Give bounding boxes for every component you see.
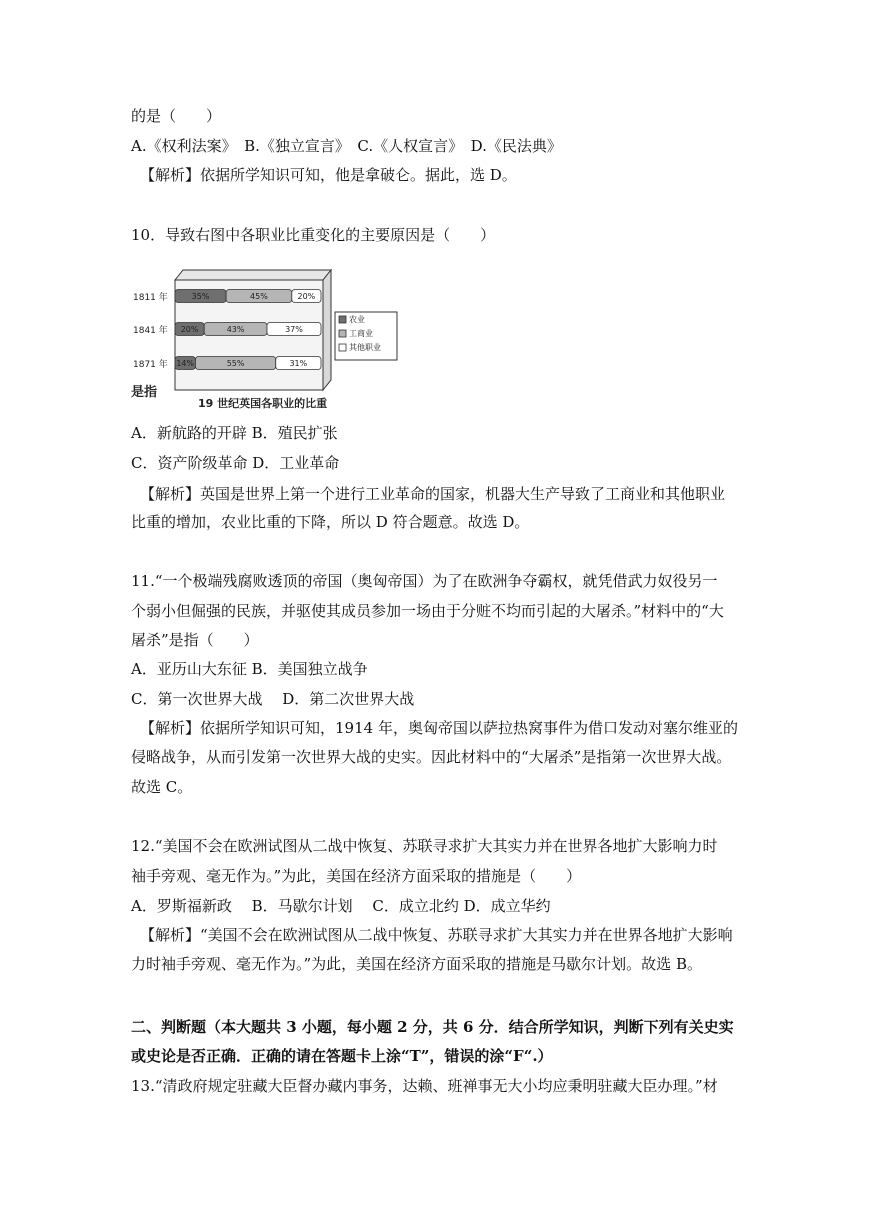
legend-label: 其他职业 [349, 343, 381, 352]
data-label: 55% [226, 359, 245, 368]
legend-swatch [339, 344, 346, 351]
legend-swatch [339, 316, 346, 323]
chart-side-text: 是指 [131, 385, 158, 400]
section2-title-2: 或史论是否正确．正确的请在答题卡上涂“T”，错误的涂“F“.） [131, 1047, 553, 1065]
data-label: 45% [250, 292, 268, 301]
occupation-chart [131, 262, 401, 412]
q11-options-cd: C．第一次世界大战 D．第二次世界大战 [131, 690, 415, 708]
q11-stem-2: 个弱小但倔强的民族，并驱使其成员参加一场由于分赃不均而引起的大屠杀。”材料中的“大 [131, 602, 724, 620]
data-label: 14% [176, 359, 195, 368]
q10-options-ab: A．新航路的开辟 B．殖民扩张 [131, 424, 338, 442]
data-label: 20% [297, 292, 316, 301]
q12-options: A．罗斯福新政 B．马歇尔计划 C．成立北约 D．成立华约 [131, 897, 551, 915]
legend-swatch [339, 330, 346, 337]
q9-analysis: 【解析】依据所学知识可知，他是拿破仑。据此，选 D。 [140, 166, 517, 184]
q10-stem: 10．导致右图中各职业比重变化的主要原因是（ ） [131, 226, 496, 244]
q12-stem-1: 12.“美国不会在欧洲试图从二战中恢复、苏联寻求扩大其实力并在世界各地扩大影响力时 [131, 837, 718, 855]
q11-options-ab: A．亚历山大东征 B．美国独立战争 [131, 660, 368, 678]
q10-options-cd: C．资产阶级革命 D．工业革命 [131, 454, 340, 472]
q12-analysis-1: 【解析】“美国不会在欧洲试图从二战中恢复、苏联寻求扩大其实力并在世界各地扩大影响 [140, 926, 733, 944]
legend-label: 工商业 [349, 329, 373, 338]
data-label: 35% [191, 292, 210, 301]
q10-analysis-2: 比重的增加，农业比重的下降，所以 D 符合题意。故选 D。 [131, 513, 530, 531]
q11-stem-3: 屠杀”是指（ ） [131, 631, 259, 649]
q11-analysis-2: 侵略战争，从而引发第一次世界大战的史实。因此材料中的“大屠杀”是指第一次世界大战。 [131, 748, 732, 766]
category-label: 1811 年 [133, 293, 168, 303]
data-label: 20% [180, 325, 199, 334]
chart-frame-side [323, 270, 331, 390]
legend-label: 农业 [349, 315, 365, 324]
q13-stem: 13.“清政府规定驻藏大臣督办藏内事务，达赖、班禅事无大小均应秉明驻藏大臣办理。”材 [131, 1077, 718, 1095]
q11-analysis-3: 故选 C。 [131, 778, 193, 796]
section2-title-1: 二、判断题（本大题共 3 小题，每小题 2 分，共 6 分．结合所学知识，判断下列有关史实 [131, 1018, 734, 1036]
chart-title: 19 世纪英国各职业的比重 [198, 397, 328, 410]
q12-analysis-2: 力时袖手旁观、毫无作为。”为此，美国在经济方面采取的措施是马歇尔计划。故选 B。 [131, 955, 702, 973]
q9-stem-end: 的是（ ） [131, 107, 222, 125]
data-label: 37% [285, 325, 303, 334]
data-label: 31% [289, 359, 308, 368]
q11-analysis-1: 【解析】依据所学知识可知，1914 年，奥匈帝国以萨拉热窝事件为借口发动对塞尔维亚的 [140, 719, 738, 737]
q10-analysis-1: 【解析】英国是世界上第一个进行工业革命的国家，机器大生产导致了工商业和其他职业 [140, 485, 726, 503]
category-label: 1871 年 [133, 360, 168, 370]
q11-stem-1: 11.“一个极端残腐败透顶的帝国（奥匈帝国）为了在欧洲争夺霸权，就凭借武力奴役另一 [131, 572, 718, 590]
category-label: 1841 年 [133, 326, 168, 336]
chart-frame-top [175, 270, 331, 280]
q12-stem-2: 袖手旁观、毫无作为。”为此，美国在经济方面采取的措施是（ ） [131, 867, 582, 885]
data-label: 43% [226, 325, 245, 334]
q9-options: A.《权利法案》 B.《独立宣言》 C.《人权宣言》 D.《民法典》 [131, 137, 562, 155]
